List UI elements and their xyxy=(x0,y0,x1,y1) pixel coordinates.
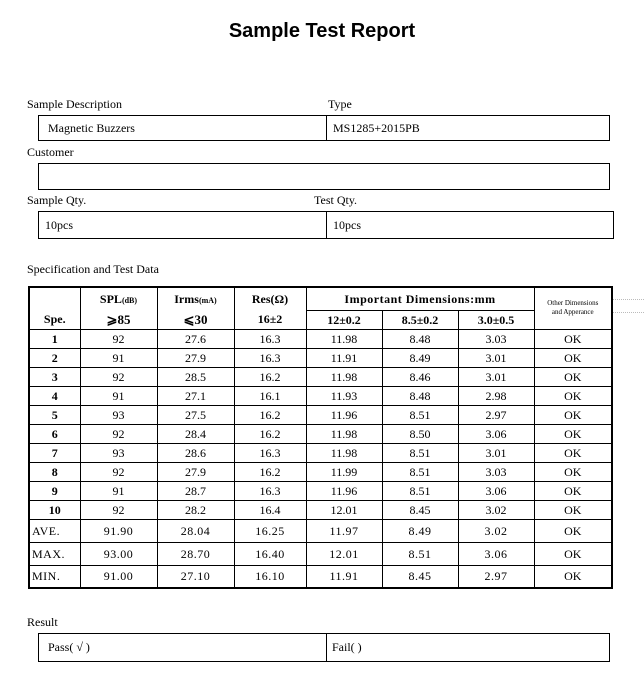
sample-id: 4 xyxy=(29,386,80,405)
cell-spl: 91.00 xyxy=(80,565,157,588)
sample-description-label: Sample Description xyxy=(27,97,122,111)
sample-id: 5 xyxy=(29,405,80,424)
sample-id: 8 xyxy=(29,462,80,481)
cell-res: 16.40 xyxy=(234,542,306,565)
cell-res: 16.2 xyxy=(234,405,306,424)
cell-d3: 3.06 xyxy=(458,424,534,443)
cell-d2: 8.46 xyxy=(382,367,458,386)
cell-res: 16.3 xyxy=(234,481,306,500)
cell-spl: 93 xyxy=(80,405,157,424)
table-row xyxy=(29,405,612,424)
stat-row xyxy=(29,542,612,565)
cell-d2: 8.50 xyxy=(382,424,458,443)
pass-text: Pass( √ ) xyxy=(48,640,90,654)
cell-d3: 2.98 xyxy=(458,386,534,405)
cell-res: 16.25 xyxy=(234,519,306,542)
cell-irms: 27.9 xyxy=(157,348,234,367)
cell-other: OK xyxy=(534,500,612,519)
cell-d2: 8.45 xyxy=(382,500,458,519)
cell-d2: 8.51 xyxy=(382,462,458,481)
sample-id: 6 xyxy=(29,424,80,443)
cell-other: OK xyxy=(534,405,612,424)
cell-spl: 92 xyxy=(80,329,157,348)
cell-irms: 28.04 xyxy=(157,519,234,542)
cell-res: 16.2 xyxy=(234,424,306,443)
cell-spl: 92 xyxy=(80,462,157,481)
table-row xyxy=(29,386,612,405)
sample-description-value: Magnetic Buzzers xyxy=(48,120,135,135)
cell-d3: 2.97 xyxy=(458,565,534,588)
irms-spec: ⩽30 xyxy=(157,310,234,329)
spec-row xyxy=(29,310,612,329)
dim2-spec: 8.5±0.2 xyxy=(382,310,458,329)
sample-id: 3 xyxy=(29,367,80,386)
cell-d3: 3.02 xyxy=(458,519,534,542)
cell-d3: 3.01 xyxy=(458,443,534,462)
customer-box xyxy=(38,163,610,190)
cell-irms: 28.4 xyxy=(157,424,234,443)
result-label: Result xyxy=(27,615,58,629)
dim3-spec: 3.0±0.5 xyxy=(458,310,534,329)
cell-d1: 11.96 xyxy=(306,481,382,500)
cell-irms: 27.6 xyxy=(157,329,234,348)
cell-other: OK xyxy=(534,481,612,500)
cell-d3: 3.03 xyxy=(458,462,534,481)
cell-d3: 2.97 xyxy=(458,405,534,424)
cell-res: 16.10 xyxy=(234,565,306,588)
res-spec: 16±2 xyxy=(234,310,306,329)
cell-d2: 8.51 xyxy=(382,542,458,565)
table-row xyxy=(29,329,612,348)
table-row xyxy=(29,424,612,443)
stat-row xyxy=(29,565,612,588)
table-row xyxy=(29,462,612,481)
sheet-gridlines xyxy=(611,286,644,326)
cell-res: 16.2 xyxy=(234,462,306,481)
cell-d1: 11.98 xyxy=(306,424,382,443)
cell-d3: 3.03 xyxy=(458,329,534,348)
sample-id: 2 xyxy=(29,348,80,367)
fail-text: Fail( ) xyxy=(332,640,362,654)
cell-d2: 8.45 xyxy=(382,565,458,588)
cell-spl: 91 xyxy=(80,481,157,500)
cell-spl: 91 xyxy=(80,386,157,405)
cell-d1: 11.91 xyxy=(306,565,382,588)
cell-irms: 28.7 xyxy=(157,481,234,500)
cell-res: 16.3 xyxy=(234,329,306,348)
cell-res: 16.4 xyxy=(234,500,306,519)
cell-d2: 8.49 xyxy=(382,519,458,542)
cell-d2: 8.51 xyxy=(382,443,458,462)
cell-irms: 27.9 xyxy=(157,462,234,481)
cell-other: OK xyxy=(534,386,612,405)
cell-d3: 3.02 xyxy=(458,500,534,519)
cell-d3: 3.01 xyxy=(458,348,534,367)
cell-d1: 11.91 xyxy=(306,348,382,367)
cell-d1: 12.01 xyxy=(306,500,382,519)
cell-res: 16.3 xyxy=(234,443,306,462)
qty-box xyxy=(38,211,614,239)
cell-d1: 11.98 xyxy=(306,367,382,386)
stat-label: MAX. xyxy=(29,542,80,565)
cell-other: OK xyxy=(534,329,612,348)
cell-res: 16.2 xyxy=(234,367,306,386)
stat-label: MIN. xyxy=(29,565,80,588)
cell-spl: 93.00 xyxy=(80,542,157,565)
type-value: MS1285+2015PB xyxy=(333,120,420,135)
spl-header: SPL(dB) xyxy=(80,287,157,310)
res-header: Res(Ω) xyxy=(234,287,306,310)
cell-spl: 91 xyxy=(80,348,157,367)
test-qty-label: Test Qty. xyxy=(314,193,358,207)
cell-d1: 11.97 xyxy=(306,519,382,542)
cell-other: OK xyxy=(534,542,612,565)
cell-irms: 28.6 xyxy=(157,443,234,462)
cell-other: OK xyxy=(534,462,612,481)
cell-d1: 11.96 xyxy=(306,405,382,424)
table-row xyxy=(29,348,612,367)
cell-d3: 3.01 xyxy=(458,367,534,386)
cell-d2: 8.48 xyxy=(382,329,458,348)
spec-data-table xyxy=(28,286,613,589)
cell-spl: 92 xyxy=(80,500,157,519)
stat-row xyxy=(29,519,612,542)
sample-id: 7 xyxy=(29,443,80,462)
other-dimensions-header: Other Dimensions and Apperance xyxy=(534,287,612,329)
stat-label: AVE. xyxy=(29,519,80,542)
important-dimensions-header: Important Dimensions:mm xyxy=(306,287,534,310)
cell-other: OK xyxy=(534,443,612,462)
irms-header: Irms(mA) xyxy=(157,287,234,310)
customer-value xyxy=(39,164,609,189)
header-row xyxy=(29,287,612,310)
cell-res: 16.1 xyxy=(234,386,306,405)
cell-d2: 8.48 xyxy=(382,386,458,405)
cell-d2: 8.49 xyxy=(382,348,458,367)
table-row xyxy=(29,500,612,519)
cell-other: OK xyxy=(534,565,612,588)
cell-irms: 28.70 xyxy=(157,542,234,565)
cell-irms: 27.5 xyxy=(157,405,234,424)
sample-id: 10 xyxy=(29,500,80,519)
spl-spec: ⩾85 xyxy=(80,310,157,329)
cell-d3: 3.06 xyxy=(458,481,534,500)
cell-d1: 11.98 xyxy=(306,443,382,462)
cell-other: OK xyxy=(534,348,612,367)
sample-qty-value: 10pcs xyxy=(45,217,73,232)
description-type-box xyxy=(38,115,610,141)
cell-irms: 27.1 xyxy=(157,386,234,405)
table-row xyxy=(29,481,612,500)
cell-irms: 27.10 xyxy=(157,565,234,588)
cell-d1: 12.01 xyxy=(306,542,382,565)
test-qty-value: 10pcs xyxy=(333,217,361,232)
table-row xyxy=(29,443,612,462)
customer-label: Customer xyxy=(27,145,74,159)
spe-header: Spe. xyxy=(29,287,80,329)
result-box xyxy=(38,633,610,662)
spec-label: Specification and Test Data xyxy=(27,262,159,276)
sample-id: 1 xyxy=(29,329,80,348)
cell-res: 16.3 xyxy=(234,348,306,367)
cell-irms: 28.5 xyxy=(157,367,234,386)
cell-d3: 3.06 xyxy=(458,542,534,565)
dim1-spec: 12±0.2 xyxy=(306,310,382,329)
cell-irms: 28.2 xyxy=(157,500,234,519)
cell-d2: 8.51 xyxy=(382,481,458,500)
cell-spl: 92 xyxy=(80,367,157,386)
cell-d1: 11.99 xyxy=(306,462,382,481)
cell-spl: 93 xyxy=(80,443,157,462)
type-label: Type xyxy=(328,97,352,111)
cell-other: OK xyxy=(534,367,612,386)
cell-spl: 91.90 xyxy=(80,519,157,542)
report-title: Sample Test Report xyxy=(228,20,416,42)
table-row xyxy=(29,367,612,386)
cell-d2: 8.51 xyxy=(382,405,458,424)
sample-id: 9 xyxy=(29,481,80,500)
sample-qty-label: Sample Qty. xyxy=(27,193,87,207)
cell-d1: 11.93 xyxy=(306,386,382,405)
cell-other: OK xyxy=(534,424,612,443)
cell-d1: 11.98 xyxy=(306,329,382,348)
cell-other: OK xyxy=(534,519,612,542)
cell-spl: 92 xyxy=(80,424,157,443)
